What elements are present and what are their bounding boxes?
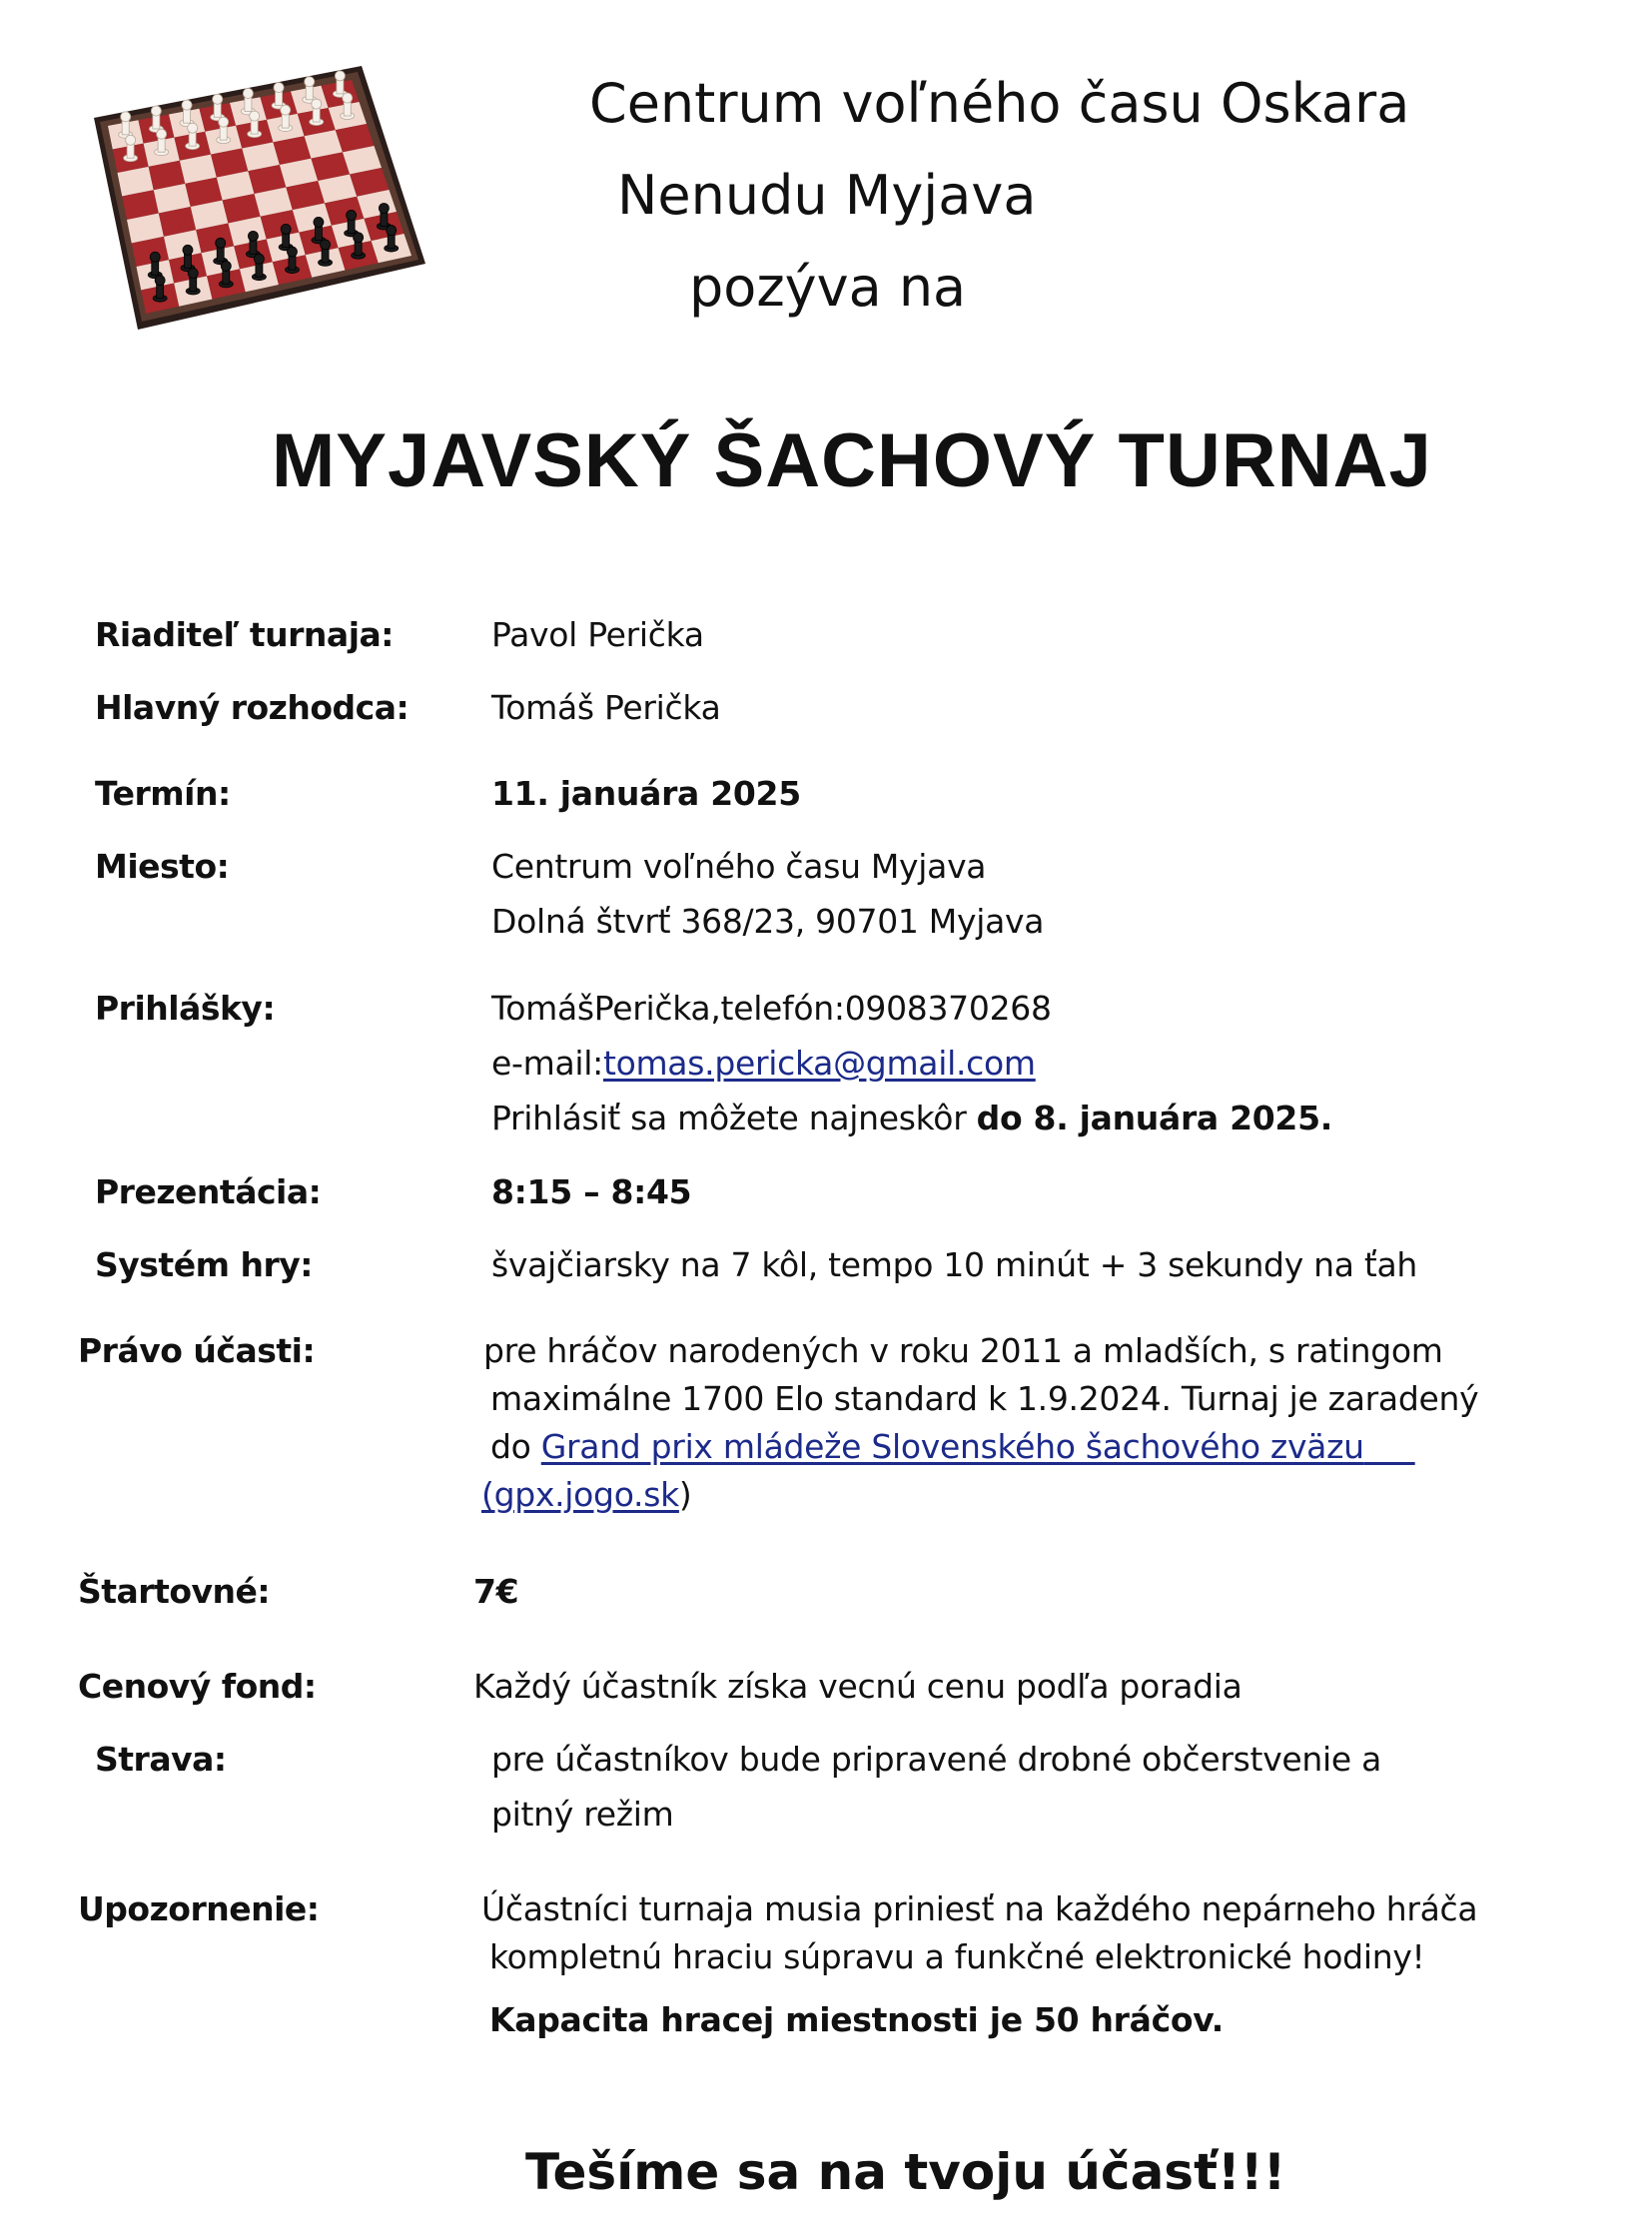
label-miesto: Miesto:	[95, 847, 230, 886]
value-capacity: Kapacita hracej miestnosti je 50 hráčov.	[489, 2000, 1225, 2039]
chessboard-icon	[86, 60, 435, 340]
gp-prefix: do	[490, 1427, 541, 1466]
value-prezentacia: 8:15 – 8:45	[491, 1172, 692, 1211]
value-termin: 11. januára 2025	[491, 774, 801, 813]
value-rozhodca: Tomáš Perička	[491, 688, 721, 727]
label-system: Systém hry:	[95, 1245, 313, 1284]
value-pravo-line-4	[481, 1475, 691, 1514]
label-prezentacia: Prezentácia:	[95, 1172, 322, 1211]
header-line-1: Centrum voľného času Oskara	[589, 72, 1410, 135]
value-pravo-line-2: maximálne 1700 Elo standard k 1.9.2024. Turnaj je zaradený	[490, 1379, 1479, 1418]
page-title: MYJAVSKÝ ŠACHOVÝ TURNAJ	[272, 418, 1432, 503]
label-strava: Strava:	[95, 1740, 227, 1779]
value-miesto-line-1: Centrum voľného času Myjava	[491, 847, 987, 886]
grand-prix-link-tail[interactable]	[1364, 1427, 1415, 1466]
value-upozornenie-line-2: kompletnú hraciu súpravu a funkčné elektronické hodiny!	[489, 1937, 1425, 1976]
email-link[interactable]: tomas.pericka@gmail.com	[602, 1044, 1036, 1083]
label-upozornenie: Upozornenie:	[78, 1889, 320, 1928]
value-prihlasky-deadline	[491, 1099, 1332, 1137]
closing-text: Tešíme sa na tvoju účasť!!!	[525, 2143, 1286, 2201]
value-prihlasky-email-line	[491, 1044, 1036, 1083]
value-strava-line-1: pre účastníkov bude pripravené drobné občerstvenie a	[491, 1740, 1382, 1779]
value-pravo-line-1: pre hráčov narodených v roku 2011 a mladších, s ratingom	[483, 1331, 1443, 1370]
value-startovne: 7€	[473, 1572, 519, 1611]
value-miesto-line-2: Dolná štvrť 368/23, 90701 Myjava	[491, 902, 1045, 941]
deadline-prefix: Prihlásiť sa môžete najneskôr	[491, 1099, 977, 1137]
header-line-2: Nenudu Myjava	[617, 164, 1037, 227]
label-riaditel: Riaditeľ turnaja:	[95, 615, 394, 654]
value-system: švajčiarsky na 7 kôl, tempo 10 minút + 3 sekundy na ťah	[491, 1245, 1418, 1284]
value-prihlasky-phone: TomášPerička,telefón:0908370268	[491, 989, 1052, 1028]
gpx-suffix: )	[678, 1475, 692, 1514]
value-strava-line-2: pitný režim	[491, 1795, 674, 1834]
header-line-3: pozýva na	[689, 256, 967, 319]
grand-prix-link[interactable]: Grand prix mládeže Slovenského šachového zväzu	[540, 1427, 1364, 1466]
label-startovne: Štartovné:	[78, 1572, 271, 1611]
email-prefix: e-mail:	[491, 1044, 603, 1083]
label-pravo: Právo účasti:	[78, 1331, 316, 1370]
label-rozhodca: Hlavný rozhodca:	[95, 688, 410, 727]
value-cenovy: Každý účastník získa vecnú cenu podľa poradia	[473, 1667, 1242, 1706]
deadline-date: do 8. januára 2025.	[976, 1099, 1332, 1137]
label-prihlasky: Prihlášky:	[95, 989, 276, 1028]
label-termin: Termín:	[95, 774, 231, 813]
gpx-link[interactable]: (gpx.jogo.sk	[481, 1475, 679, 1514]
label-cenovy: Cenový fond:	[78, 1667, 317, 1706]
value-riaditel: Pavol Perička	[491, 615, 704, 654]
value-pravo-line-3	[490, 1427, 1415, 1466]
value-upozornenie-line-1: Účastníci turnaja musia priniesť na každého nepárneho hráča	[481, 1889, 1478, 1928]
